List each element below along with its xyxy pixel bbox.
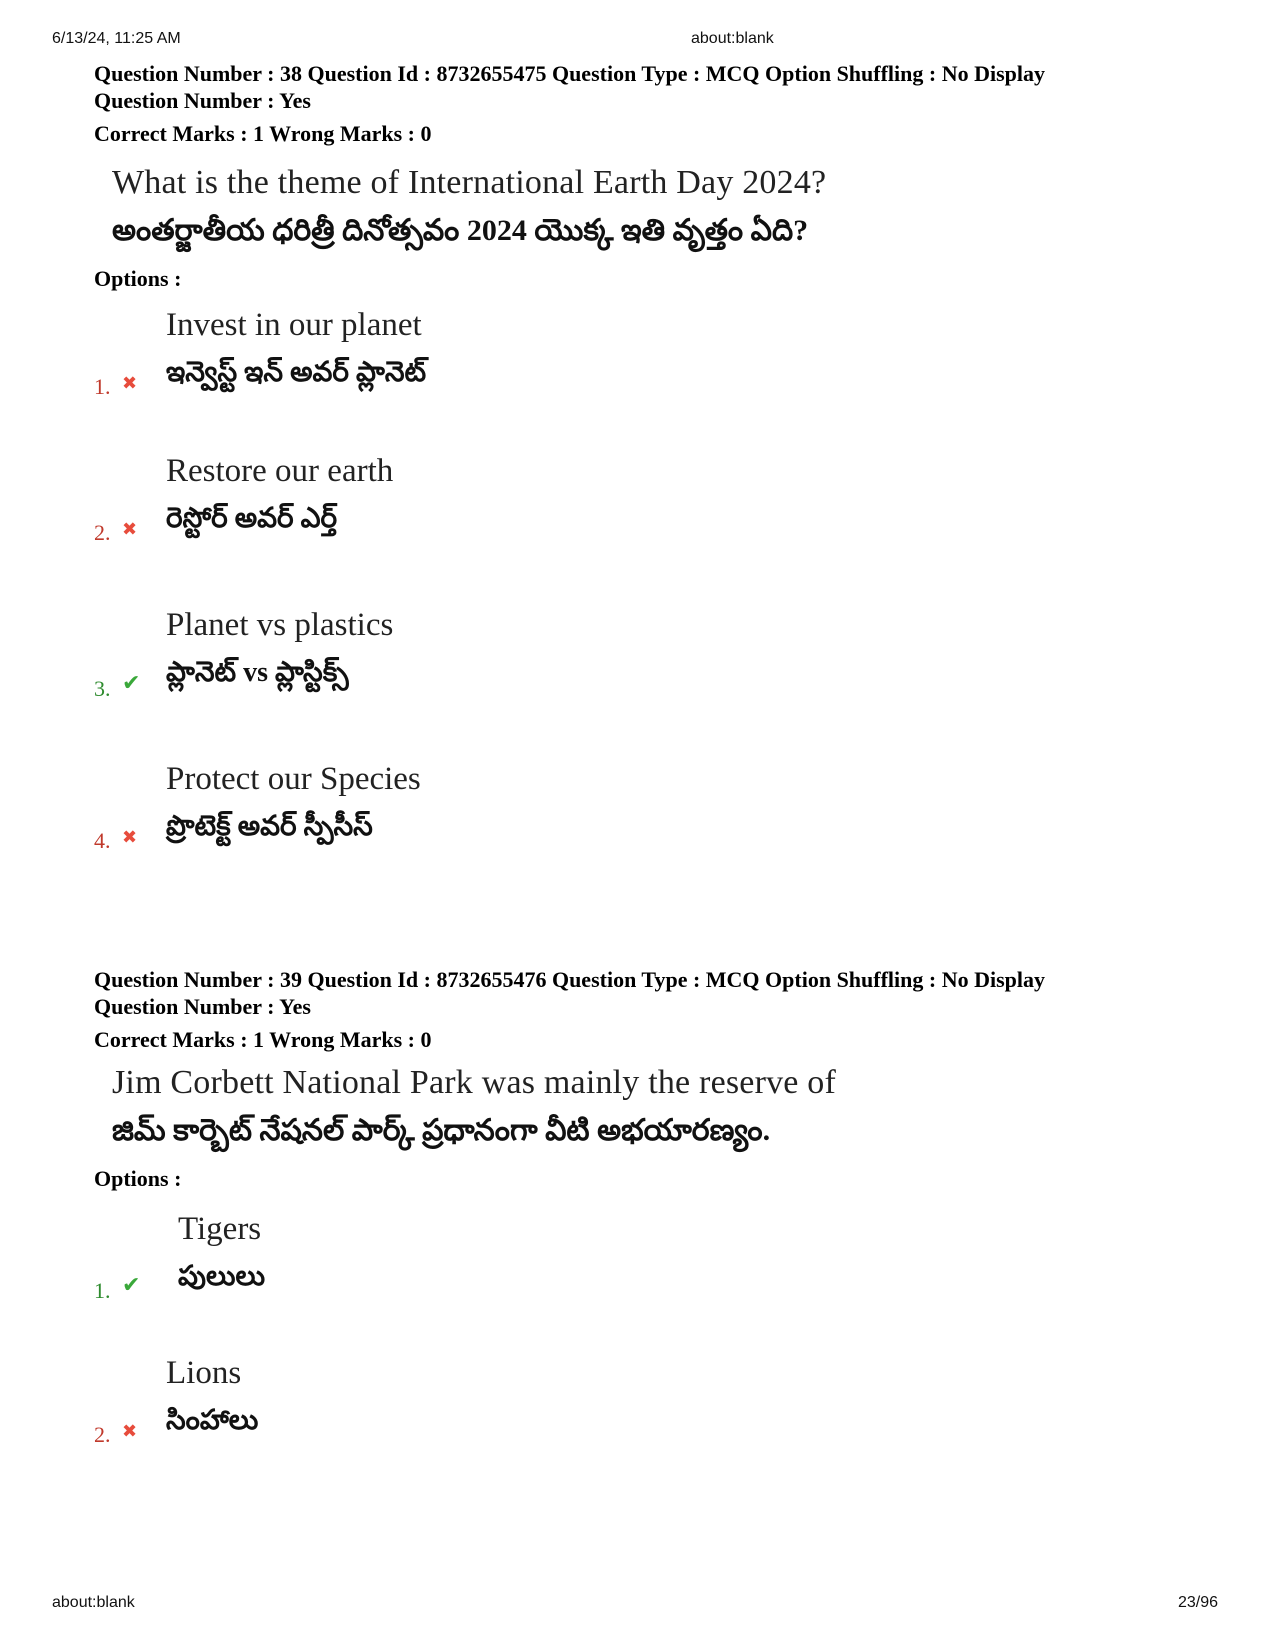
question-meta-line-2: Question Number : Yes xyxy=(94,994,311,1019)
option-2 xyxy=(94,1352,1234,1506)
option-1 xyxy=(94,1208,1234,1362)
cross-icon: ✖ xyxy=(122,519,138,539)
option-text xyxy=(166,304,426,394)
option-text-telugu: ప్లానెట్ vs ప్లాస్టిక్స్ xyxy=(166,657,349,688)
option-text xyxy=(166,1352,258,1442)
question-meta-line-1: Question Number : 38 Question Id : 8732655475 Question Type : MCQ Option Shuffling : No Display xyxy=(94,61,1046,86)
option-number: 3. xyxy=(94,676,111,701)
option-text xyxy=(166,450,393,540)
question-meta-line-2: Question Number : Yes xyxy=(94,88,311,113)
cross-icon: ✖ xyxy=(122,827,138,847)
question-text-english: Jim Corbett National Park was mainly the reserve of xyxy=(112,1064,837,1101)
print-header-datetime: 6/13/24, 11:25 AM xyxy=(52,30,181,47)
options-label: Options : xyxy=(94,1166,182,1191)
option-text-english: Lions xyxy=(166,1355,242,1391)
option-text xyxy=(178,1208,265,1298)
question-text xyxy=(112,161,1234,253)
option-1 xyxy=(94,304,1234,458)
option-4 xyxy=(94,758,1234,912)
option-text xyxy=(166,604,393,694)
question-text-english: What is the theme of International Earth Day 2024? xyxy=(112,164,827,201)
question-text-telugu: జిమ్ కార్బెట్ నేషనల్ పార్క్ ప్రధానంగా వీటి అభయారణ్యం. xyxy=(112,1114,771,1147)
cross-icon: ✖ xyxy=(122,373,138,393)
question-text xyxy=(112,1061,1234,1153)
check-icon: ✔ xyxy=(122,670,141,695)
option-number: 2. xyxy=(94,520,111,545)
print-footer-url: about:blank xyxy=(52,1594,135,1611)
option-text-english: Tigers xyxy=(178,1211,262,1247)
option-text-telugu: ఇన్వెస్ట్ ఇన్ అవర్ ప్లానెట్ xyxy=(166,357,427,388)
question-meta xyxy=(94,966,1234,1053)
question-marks: Correct Marks : 1 Wrong Marks : 0 xyxy=(94,121,432,146)
option-number: 2. xyxy=(94,1422,111,1447)
question-meta xyxy=(94,60,1234,147)
option-text-telugu: పులులు xyxy=(178,1261,266,1292)
print-header-url: about:blank xyxy=(691,30,774,47)
check-icon: ✔ xyxy=(122,1272,141,1297)
option-2 xyxy=(94,450,1234,604)
question-marks: Correct Marks : 1 Wrong Marks : 0 xyxy=(94,1027,432,1052)
option-text-telugu: ప్రొటెక్ట్ అవర్ స్పీసీస్ xyxy=(166,811,373,842)
option-text-english: Protect our Species xyxy=(166,761,421,797)
option-number: 1. xyxy=(94,1278,111,1303)
question-meta-line-1: Question Number : 39 Question Id : 8732655476 Question Type : MCQ Option Shuffling : No Display xyxy=(94,967,1046,992)
option-text-telugu: సింహాలు xyxy=(166,1405,259,1436)
option-text-english: Invest in our planet xyxy=(166,307,422,343)
question-text-telugu: అంతర్జాతీయ ధరిత్రీ దినోత్సవం 2024 యొక్క ఇతి వృత్తం ఏది? xyxy=(112,214,809,247)
option-number: 1. xyxy=(94,374,111,399)
options-label: Options : xyxy=(94,266,182,291)
question-block-39 xyxy=(94,966,1234,1506)
cross-icon: ✖ xyxy=(122,1421,138,1441)
option-text xyxy=(166,758,421,848)
print-footer-page-number: 23/96 xyxy=(1178,1594,1219,1611)
question-block-38 xyxy=(94,60,1234,912)
option-text-telugu: రెస్టోర్ అవర్ ఎర్త్ xyxy=(166,503,338,534)
option-text-english: Planet vs plastics xyxy=(166,607,394,643)
option-number: 4. xyxy=(94,828,111,853)
option-text-english: Restore our earth xyxy=(166,453,394,489)
option-3 xyxy=(94,604,1234,758)
